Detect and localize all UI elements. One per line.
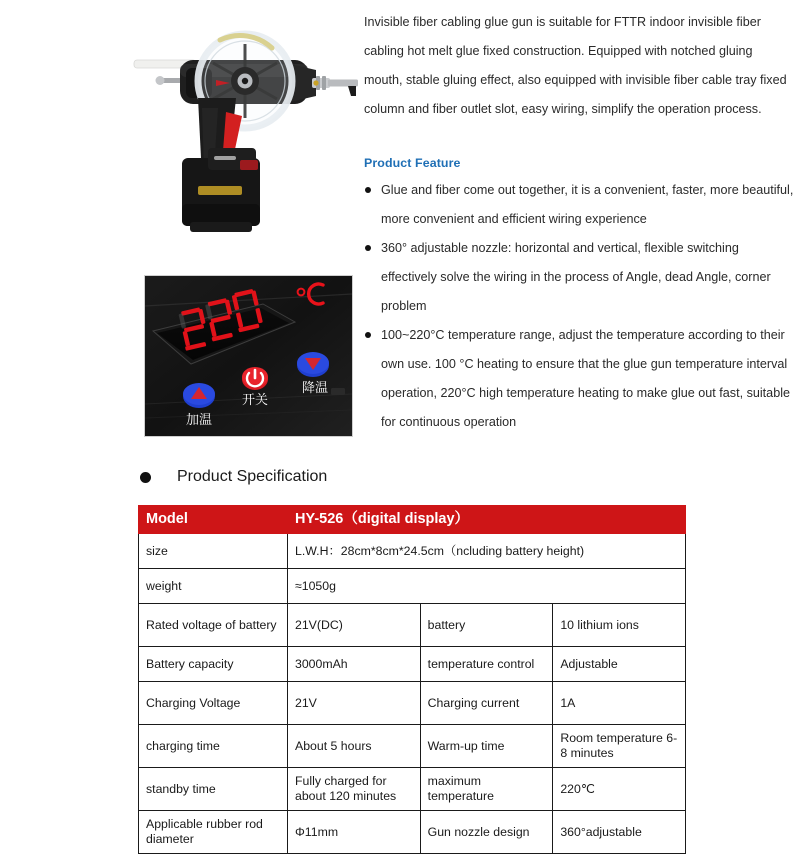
table-cell-label: Battery capacity [139,647,288,682]
table-cell-label: Warm-up time [420,725,553,768]
table-cell-value: 1A [553,682,686,725]
table-cell-model-label: Model [139,506,288,534]
table-cell-value: 220℃ [553,768,686,811]
table-cell-value: Fully charged for about 120 minutes [288,768,421,811]
product-specification-heading-label: Product Specification [177,468,328,485]
feature-item [364,234,798,321]
table-cell-value: 3000mAh [288,647,421,682]
bullet-icon [140,472,151,483]
feature-item [364,321,798,437]
bullet-icon [365,187,371,193]
table-cell-value: 360°adjustable [553,811,686,854]
table-cell-label: size [139,534,288,569]
table-cell-label: battery [420,604,553,647]
product-feature-heading: Product Feature [364,156,461,170]
table-cell-label: Rated voltage of battery [139,604,288,647]
table-row [139,768,686,811]
product-feature-list [364,176,798,437]
table-cell-value: 10 lithium ions [553,604,686,647]
table-row [139,811,686,854]
table-header-row [139,506,686,534]
feature-item-text: Glue and fiber come out together, it is a convenient, faster, more beautiful, more convenient and efficient wiring experience [381,183,794,226]
feature-item-text: 100~220°C temperature range, adjust the temperature according to their own use. 100 °C heating to ensure that the glue gun temperature interval operation, 220°C high temperature heating to make glue out fast, suitable for continuous operation [381,328,790,429]
control-panel-photo [145,276,352,436]
intro-paragraph: Invisible fiber cabling glue gun is suitable for FTTR indoor invisible fiber cabling hot melt glue fixed construction. Equipped with notched gluing mouth, stable gluing effect, also equipped with invisible fiber cable tray fixed column and fiber outlet slot, easy wiring, simplify the operation process. [364,15,787,116]
table-cell-label: Charging current [420,682,553,725]
bullet-icon [365,332,371,338]
feature-item-text: 360° adjustable nozzle: horizontal and vertical, flexible switching effectively solve the wiring in the process of Angle, dead Angle, corner problem [381,241,771,313]
svg-text:加温: 加温 [185,413,213,428]
table-cell-label: weight [139,569,288,604]
svg-text:降温: 降温 [301,381,329,396]
table-row [139,569,686,604]
table-cell-label: Applicable rubber rod diameter [139,811,288,854]
product-photo-glue-gun [120,8,365,253]
table-cell-value: About 5 hours [288,725,421,768]
table-row [139,682,686,725]
table-cell-value: 21V(DC) [288,604,421,647]
table-row [139,604,686,647]
table-cell-label: maximum temperature [420,768,553,811]
product-specification-heading [140,468,327,486]
svg-text:开关: 开关 [241,393,269,408]
bullet-icon [365,245,371,251]
feature-item [364,176,798,234]
table-cell-label: charging time [139,725,288,768]
table-row [139,725,686,768]
table-cell-label: standby time [139,768,288,811]
table-cell-label: Gun nozzle design [420,811,553,854]
table-cell-value: L.W.H：28cm*8cm*24.5cm（ncluding battery height) [288,534,686,569]
table-cell-value: Adjustable [553,647,686,682]
table-row [139,647,686,682]
table-cell-value: ≈1050g [288,569,686,604]
table-cell-label: temperature control [420,647,553,682]
table-cell-label: Charging Voltage [139,682,288,725]
table-cell-value: 21V [288,682,421,725]
table-row [139,534,686,569]
table-cell-value: Room temperature 6-8 minutes [553,725,686,768]
table-cell-value: Φ11mm [288,811,421,854]
specification-table [138,505,686,854]
table-cell-model-value: HY-526（digital display） [288,506,686,534]
specification-table-container [138,505,686,854]
